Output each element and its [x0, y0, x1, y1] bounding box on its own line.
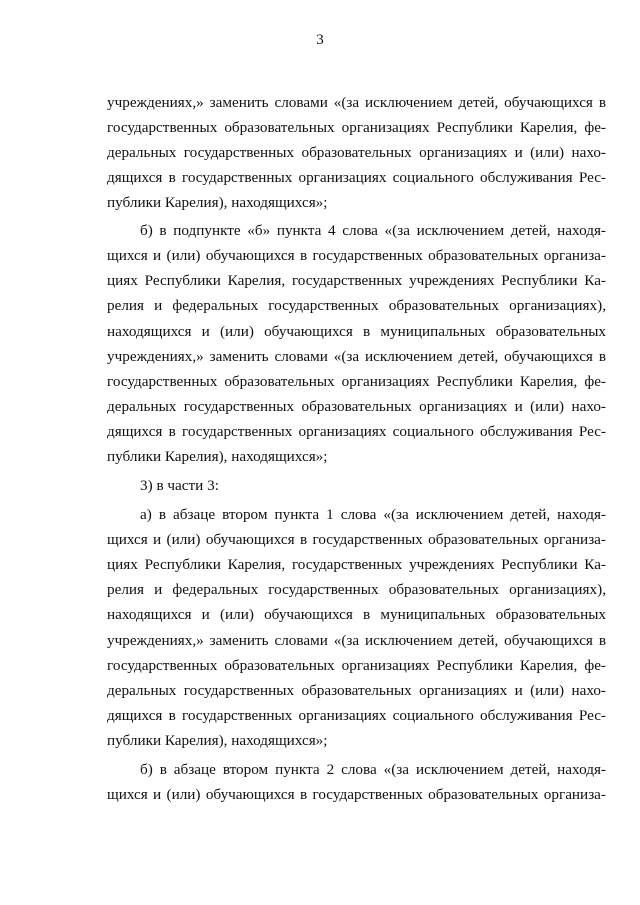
text-line: находящихся и (или) обучающихся в муниципальных образовательных: [107, 323, 606, 340]
text-line: циях Республики Карелия, государственных учреждениях Республики Ка-: [107, 556, 606, 573]
text-line: щихся и (или) обучающихся в государственных образовательных организа-: [107, 531, 606, 548]
text-line: щихся и (или) обучающихся в государственных образовательных организа-: [107, 247, 606, 264]
text-line: государственных образовательных организациях Республики Карелия, фе-: [107, 119, 606, 136]
text-line: б) в подпункте «б» пункта 4 слова «(за исключением детей, находя-: [140, 222, 606, 239]
text-line: государственных образовательных организациях Республики Карелия, фе-: [107, 657, 606, 674]
text-line: деральных государственных образовательных организациях и (или) нахо-: [107, 682, 606, 699]
text-line: государственных образовательных организациях Республики Карелия, фе-: [107, 373, 606, 390]
text-line: а) в абзаце втором пункта 1 слова «(за исключением детей, находя-: [140, 506, 606, 523]
text-line: дящихся в государственных организациях социального обслуживания Рес-: [107, 707, 606, 724]
text-line: публики Карелия), находящихся»;: [107, 732, 328, 749]
text-line: релия и федеральных государственных образовательных организациях),: [107, 581, 606, 598]
text-line: 3) в части 3:: [140, 477, 219, 494]
text-line: дящихся в государственных организациях социального обслуживания Рес-: [107, 169, 606, 186]
text-line: публики Карелия), находящихся»;: [107, 448, 328, 465]
text-line: находящихся и (или) обучающихся в муниципальных образовательных: [107, 606, 606, 623]
text-line: учреждениях,» заменить словами «(за исключением детей, обучающихся в: [107, 94, 606, 111]
text-line: релия и федеральных государственных образовательных организациях),: [107, 297, 606, 314]
text-line: учреждениях,» заменить словами «(за исключением детей, обучающихся в: [107, 632, 606, 649]
text-line: деральных государственных образовательных организациях и (или) нахо-: [107, 398, 606, 415]
text-line: щихся и (или) обучающихся в государственных образовательных организа-: [107, 786, 606, 803]
text-line: циях Республики Карелия, государственных учреждениях Республики Ка-: [107, 272, 606, 289]
page-number: 3: [316, 32, 324, 48]
text-line: б) в абзаце втором пункта 2 слова «(за исключением детей, находя-: [140, 761, 606, 778]
text-line: дящихся в государственных организациях социального обслуживания Рес-: [107, 423, 606, 440]
text-line: публики Карелия), находящихся»;: [107, 194, 328, 211]
text-line: учреждениях,» заменить словами «(за исключением детей, обучающихся в: [107, 348, 606, 365]
text-line: деральных государственных образовательных организациях и (или) нахо-: [107, 144, 606, 161]
